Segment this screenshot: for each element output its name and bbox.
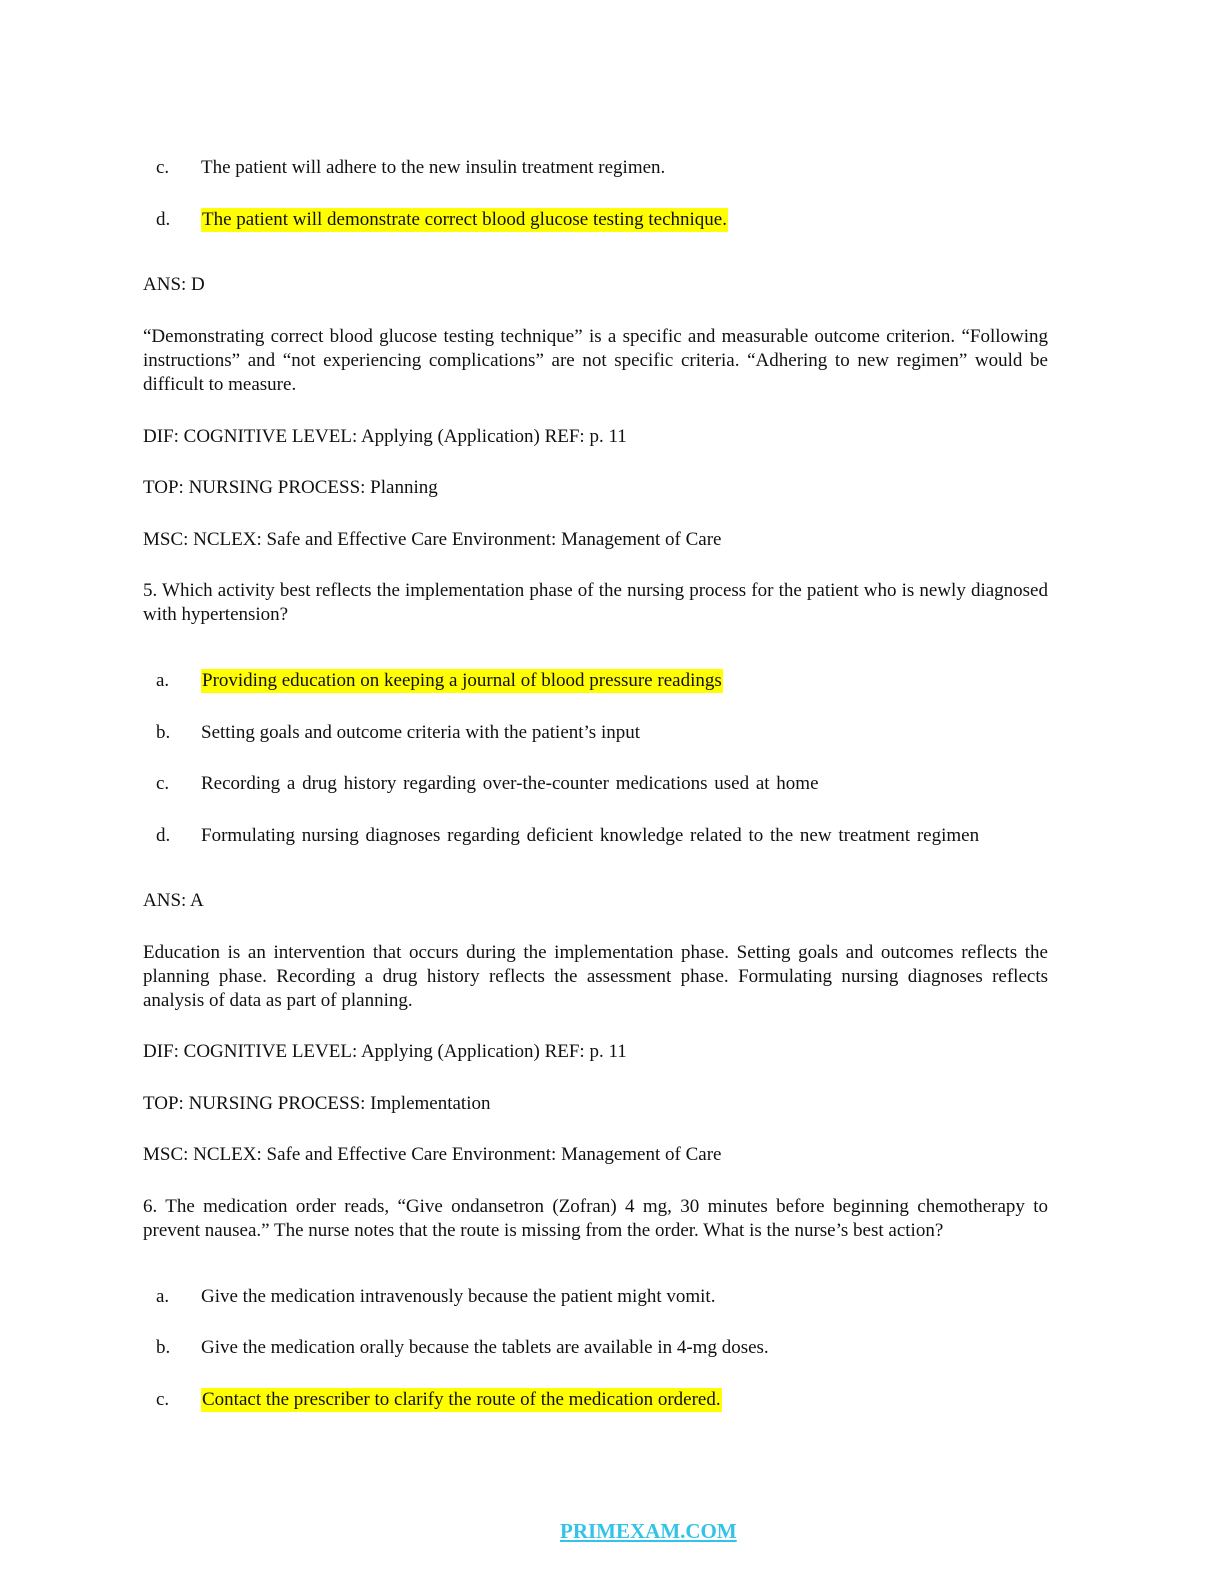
option-text: Recording a drug history regarding over-the-counter medications used at home	[201, 773, 819, 794]
topic-line: TOP: NURSING PROCESS: Planning	[143, 477, 438, 498]
question-stem: 5. Which activity best reflects the implementation phase of the nursing process for the patient who is newly diagnosed with hypertension?	[143, 580, 1048, 625]
option-letter: b.	[156, 1337, 171, 1358]
option-letter: d.	[156, 825, 171, 846]
option-letter: c.	[156, 773, 170, 794]
option-text: Setting goals and outcome criteria with the patient’s input	[201, 722, 641, 743]
topic-line: TOP: NURSING PROCESS: Implementation	[143, 1093, 491, 1114]
option-text: Give the medication intravenously because the patient might vomit.	[201, 1286, 716, 1307]
msc-line: MSC: NCLEX: Safe and Effective Care Environment: Management of Care	[143, 1144, 722, 1165]
rationale-paragraph: “Demonstrating correct blood glucose testing technique” is a specific and measurable outcome criterion. “Following instructions” and “not experiencing complications” are not specific criteria. “Adhering to new regimen” would be difficult to measure.	[143, 326, 1048, 395]
option-text: Formulating nursing diagnoses regarding deficient knowledge related to the new treatment regimen	[201, 825, 980, 846]
rationale-paragraph: Education is an intervention that occurs during the implementation phase. Setting goals and outcomes reflects the planning phase. Recording a drug history reflects the assessment phase. Formulating nursing diagnoses reflects analysis of data as part of planning.	[143, 942, 1048, 1011]
option-text-highlighted: The patient will demonstrate correct blood glucose testing technique.	[202, 209, 727, 230]
option-letter: c.	[156, 1389, 170, 1410]
option-letter: d.	[156, 209, 171, 230]
option-letter: c.	[156, 157, 170, 178]
option-letter: b.	[156, 722, 171, 743]
option-text: Give the medication orally because the tablets are available in 4-mg doses.	[201, 1337, 769, 1358]
option-letter: a.	[156, 1286, 170, 1307]
answer-key: ANS: A	[143, 890, 204, 911]
option-text: The patient will adhere to the new insulin treatment regimen.	[201, 157, 666, 178]
answer-key: ANS: D	[143, 274, 205, 295]
option-text-highlighted: Contact the prescriber to clarify the route of the medication ordered.	[202, 1389, 721, 1410]
option-letter: a.	[156, 670, 170, 691]
difficulty-line: DIF: COGNITIVE LEVEL: Applying (Application) REF: p. 11	[143, 426, 627, 447]
difficulty-line: DIF: COGNITIVE LEVEL: Applying (Application) REF: p. 11	[143, 1041, 627, 1062]
question-stem: 6. The medication order reads, “Give ondansetron (Zofran) 4 mg, 30 minutes before beginning chemotherapy to prevent nausea.” The nurse notes that the route is missing from the order. What is the nurse’s best action?	[143, 1196, 1048, 1241]
option-text-highlighted: Providing education on keeping a journal of blood pressure readings	[202, 670, 722, 691]
footer-link[interactable]: PRIMEXAM.COM	[560, 1519, 737, 1543]
msc-line: MSC: NCLEX: Safe and Effective Care Environment: Management of Care	[143, 529, 722, 550]
